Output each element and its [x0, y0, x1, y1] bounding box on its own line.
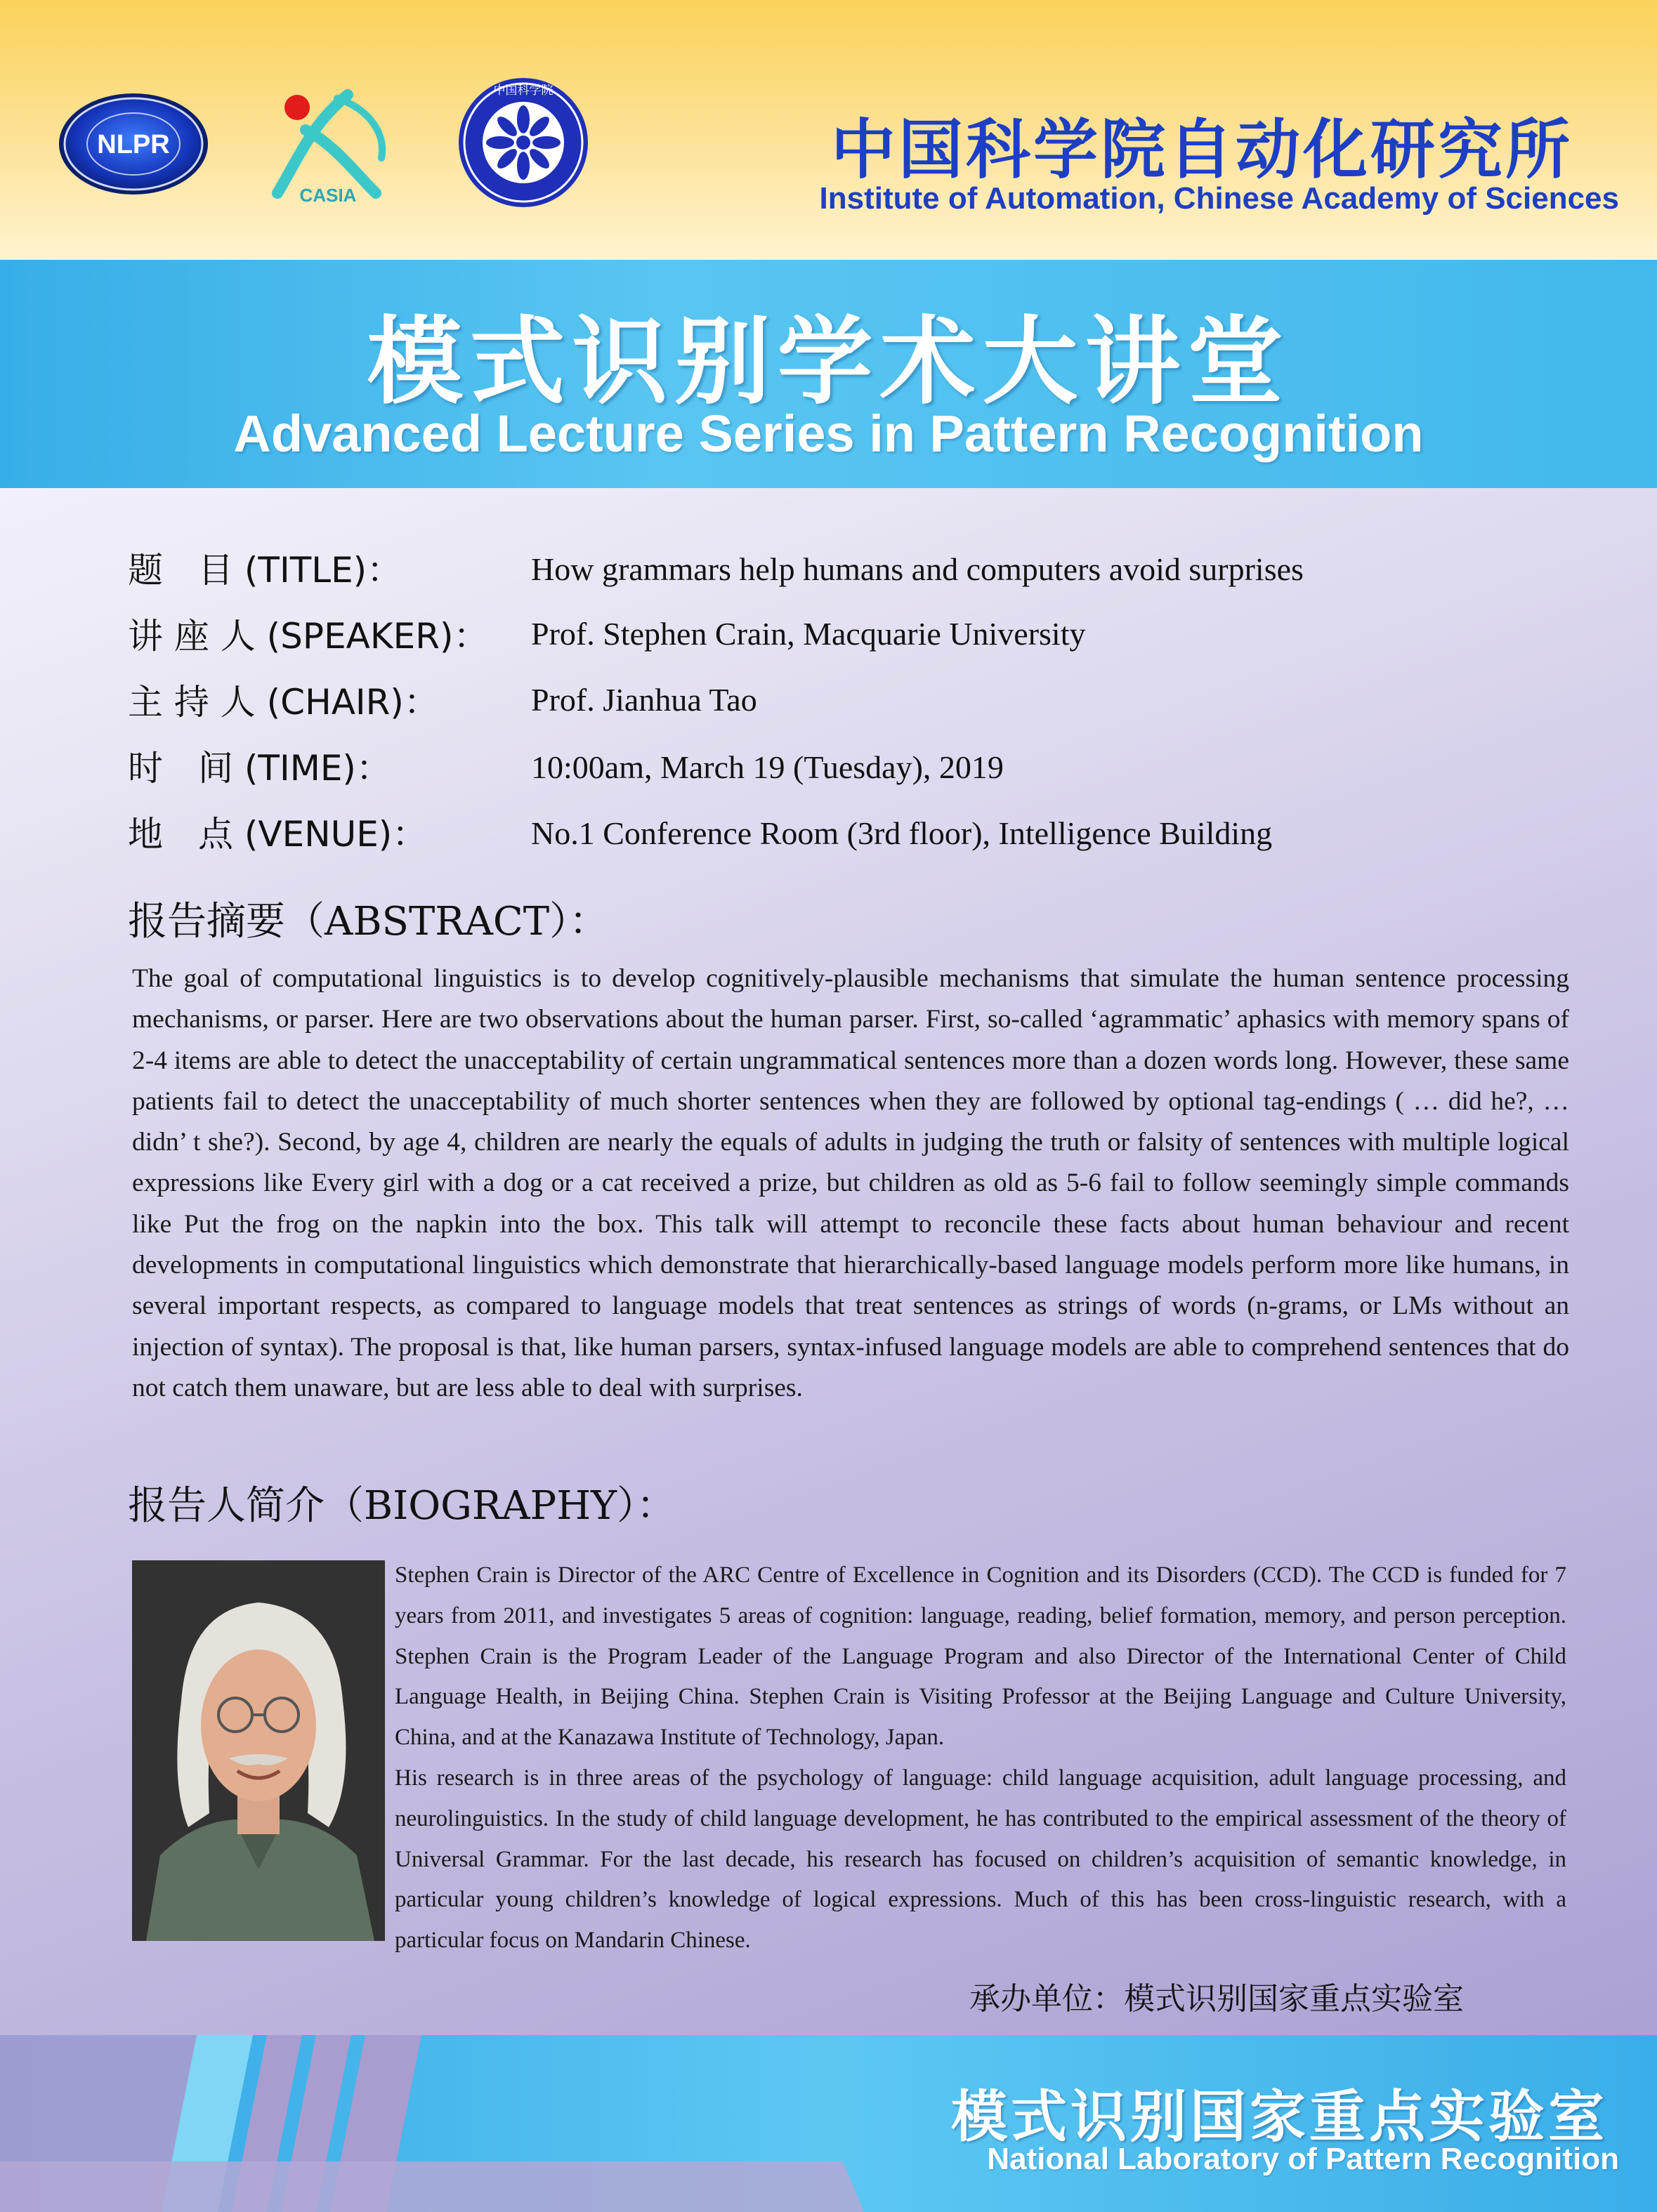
series-title-cn: 模式识别学术大讲堂 [367, 307, 1290, 418]
cas-logo-icon [457, 76, 590, 209]
abstract-text: The goal of computational linguistics is to develop cognitively-plausible mechanisms that simulate the human sentence processing mechanisms, or parser. Here are two observations about the human parser. First, so-called ‘agrammatic’ aphasics with memory spans of 2-4 items are able to detect the unacceptability of certain ungrammatical sentences more than a dozen words long. However, these same patients fail to detect the unacceptability of much shorter sentences when they are followed by optional tag-endings ( … did he?, … didn’ t she?). Second, by age 4, children are nearly the equals of adults in judging the truth or falsity of sentences with multiple logical expressions like Every girl with a dog or a cat received a prize, but children as old as 5-6 fail to follow seemingly simple commands like Put the frog on the napkin into the box. This talk will attempt to reconcile these facts about human behaviour and recent developments in computational linguistics which demonstrate that hierarchically-based language models perform more like humans, in several important respects, as compared to language models that treat sentences as strings of words (n-grams, or LMs without an injection of syntax). The proposal is that, like human parsers, syntax-infused language models are able to comprehend sentences that do not catch them unaware, but are less able to deal with surprises. [132, 964, 1569, 1402]
organizer-line: 承办单位：模式识别国家重点实验室 [969, 1981, 1464, 2017]
chair-label: 主 持 人 (CHAIR)： [128, 682, 439, 723]
speaker-label: 讲 座 人 (SPEAKER)： [128, 616, 489, 657]
title-value: How grammars help humans and computers avoid surprises [531, 551, 1304, 587]
speaker-value: Prof. Stephen Crain, Macquarie University [531, 616, 1086, 652]
nlpr-logo-icon [56, 91, 211, 197]
svg-text:NLPR: NLPR [97, 130, 170, 159]
svg-text:CASIA: CASIA [299, 185, 357, 204]
casia-logo-icon [263, 81, 393, 204]
venue-label: 地 点 (VENUE)： [128, 814, 428, 855]
svg-text:中国科学院: 中国科学院 [493, 84, 554, 98]
lab-name-en: National Laboratory of Pattern Recognition [987, 2142, 1619, 2176]
abstract-heading: 报告摘要（ABSTRACT）： [128, 899, 609, 944]
biography-heading: 报告人简介（BIOGRAPHY）： [128, 1483, 676, 1529]
institute-name-en: Institute of Automation, Chinese Academy of Sciences [819, 181, 1619, 216]
time-label: 时 间 (TIME)： [128, 748, 391, 789]
biography-paragraph-2: His research is in three areas of the psychology of language: child language acquisition, adult language processing, and neurolinguistics. In the study of child language development, he has contributed to the empirical assessment of the theory of Universal Grammar. For the last decade, his research has focused on children’s acquisition of semantic knowledge, in particular young children’s knowledge of logical expressions. Much of this has been cross-linguistic research, with a particular focus on Mandarin Chinese. [395, 1765, 1566, 1954]
venue-value: No.1 Conference Room (3rd floor), Intelligence Building [531, 815, 1273, 851]
biography-paragraph-1: Stephen Crain is Director of the ARC Centre of Excellence in Cognition and its Disorders (CCD). The CCD is funded for 7 years from 2011, and investigates 5 areas of cognition: language, reading, belief formation, memory, and person perception. Stephen Crain is the Program Leader of the Language Program and also Director of the International Center of Child Language Health, in Beijing China. Stephen Crain is Visiting Professor at the Beijing Language and Culture University, China, and at the Kanazawa Institute of Technology, Japan. [395, 1562, 1566, 1751]
biography-text [395, 1555, 1566, 1961]
speaker-photo [132, 1560, 385, 1941]
series-title-en: Advanced Lecture Series in Pattern Recognition [233, 404, 1424, 463]
chair-value: Prof. Jianhua Tao [531, 682, 757, 718]
title-label: 题 目 (TITLE)： [128, 550, 402, 591]
time-value: 10:00am, March 19 (Tuesday), 2019 [531, 749, 1004, 785]
lab-name-cn: 模式识别国家重点实验室 [951, 2084, 1608, 2150]
institute-name-cn: 中国科学院自动化研究所 [830, 112, 1573, 187]
